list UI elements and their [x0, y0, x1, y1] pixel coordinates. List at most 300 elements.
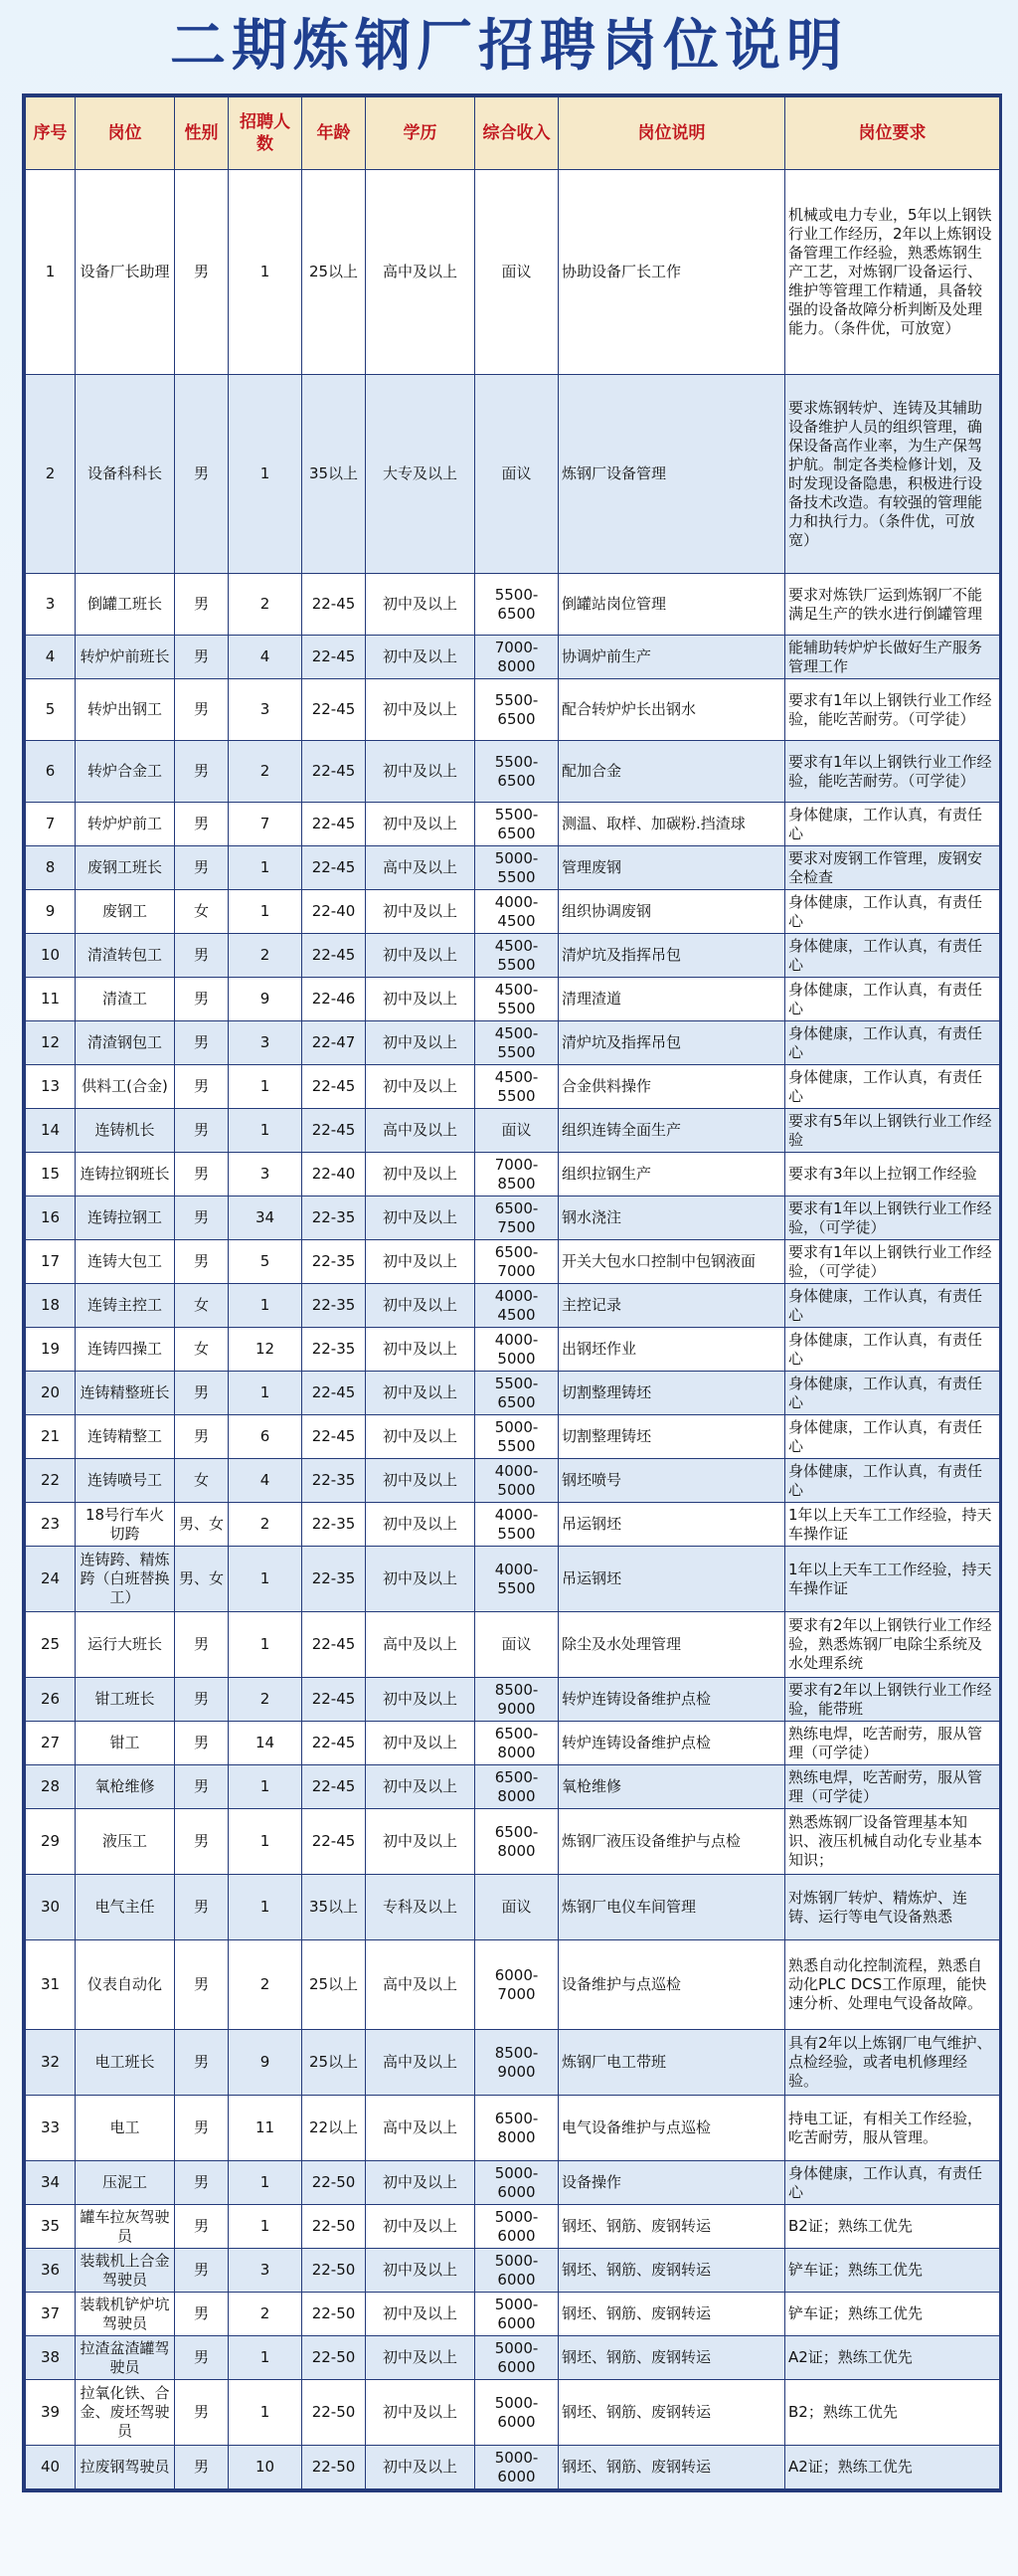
cell-age: 22-45 — [302, 934, 366, 978]
cell-age: 22-50 — [302, 2161, 366, 2205]
cell-gender: 女 — [175, 890, 229, 934]
cell-desc: 开关大包水口控制中包钢液面 — [559, 1240, 785, 1284]
cell-count: 1 — [229, 1612, 302, 1678]
cell-req: 熟练电焊，吃苦耐劳，服从管理（可学徒） — [785, 1722, 1000, 1765]
cell-desc: 钢水浇注 — [559, 1196, 785, 1240]
cell-gender: 男 — [175, 741, 229, 803]
cell-position: 供料工(合金) — [76, 1065, 175, 1109]
cell-education: 初中及以上 — [366, 2336, 475, 2380]
cell-desc: 炼钢厂液压设备维护与点检 — [559, 1809, 785, 1875]
cell-req: 要求炼钢转炉、连铸及其辅助设备维护人员的组织管理，确保设备高作业率，为生产保驾护航。制定各类检修计划，及时发现设备隐患，积极进行设备技术改造。有较强的管理能力和执行力。（条件优，可放宽） — [785, 375, 1000, 574]
cell-gender: 男、女 — [175, 1547, 229, 1612]
cell-no: 19 — [26, 1328, 76, 1372]
cell-count: 1 — [229, 1765, 302, 1809]
cell-req: 熟练电焊，吃苦耐劳，服从管理（可学徒） — [785, 1765, 1000, 1809]
cell-desc: 切割整理铸坯 — [559, 1415, 785, 1459]
cell-income: 5000-6000 — [475, 2293, 559, 2336]
cell-desc: 电气设备维护与点巡检 — [559, 2096, 785, 2161]
cell-age: 22-45 — [302, 1765, 366, 1809]
cell-desc: 钢坯、钢筋、废钢转运 — [559, 2249, 785, 2293]
cell-income: 5000-5500 — [475, 846, 559, 890]
cell-req: 能辅助转炉炉长做好生产服务管理工作 — [785, 636, 1000, 679]
cell-desc: 倒罐站岗位管理 — [559, 574, 785, 636]
cell-position: 电气主任 — [76, 1875, 175, 1940]
cell-position: 装载机上合金驾驶员 — [76, 2249, 175, 2293]
cell-count: 2 — [229, 1940, 302, 2030]
cell-req: A2证；熟练工优先 — [785, 2446, 1000, 2489]
cell-education: 专科及以上 — [366, 1875, 475, 1940]
cell-no: 29 — [26, 1809, 76, 1875]
cell-position: 连铸大包工 — [76, 1240, 175, 1284]
table-row — [26, 2293, 1000, 2336]
table-row — [26, 574, 1000, 636]
cell-req: 要求对废钢工作管理，废钢安全检查 — [785, 846, 1000, 890]
cell-no: 17 — [26, 1240, 76, 1284]
cell-gender: 男 — [175, 2336, 229, 2380]
cell-position: 连铸主控工 — [76, 1284, 175, 1328]
cell-education: 初中及以上 — [366, 1153, 475, 1196]
table-row — [26, 1372, 1000, 1415]
cell-desc: 主控记录 — [559, 1284, 785, 1328]
cell-desc: 设备操作 — [559, 2161, 785, 2205]
cell-education: 初中及以上 — [366, 2446, 475, 2489]
cell-income: 5000-6000 — [475, 2249, 559, 2293]
cell-desc: 除尘及水处理管理 — [559, 1612, 785, 1678]
cell-gender: 男 — [175, 1765, 229, 1809]
cell-no: 20 — [26, 1372, 76, 1415]
cell-income: 5000-5500 — [475, 1415, 559, 1459]
cell-position: 电工 — [76, 2096, 175, 2161]
cell-no: 14 — [26, 1109, 76, 1153]
cell-education: 大专及以上 — [366, 375, 475, 574]
cell-no: 18 — [26, 1284, 76, 1328]
cell-income: 5500-6500 — [475, 1372, 559, 1415]
cell-req: B2；熟练工优先 — [785, 2380, 1000, 2446]
cell-position: 拉氧化铁、合金、废坯驾驶员 — [76, 2380, 175, 2446]
cell-position: 钳工班长 — [76, 1678, 175, 1722]
table-row — [26, 846, 1000, 890]
cell-income: 面议 — [475, 1875, 559, 1940]
cell-education: 初中及以上 — [366, 934, 475, 978]
cell-no: 12 — [26, 1021, 76, 1065]
cell-income: 6500-7000 — [475, 1240, 559, 1284]
cell-position: 转炉炉前班长 — [76, 636, 175, 679]
cell-age: 22-45 — [302, 1109, 366, 1153]
cell-income: 4000-5000 — [475, 1459, 559, 1503]
cell-no: 23 — [26, 1503, 76, 1547]
table-row — [26, 1153, 1000, 1196]
cell-desc: 合金供料操作 — [559, 1065, 785, 1109]
cell-position: 连铸喷号工 — [76, 1459, 175, 1503]
cell-req: 要求有1年以上钢铁行业工作经验，（可学徒） — [785, 1240, 1000, 1284]
cell-education: 初中及以上 — [366, 2293, 475, 2336]
cell-position: 连铸拉钢工 — [76, 1196, 175, 1240]
cell-desc: 钢坯喷号 — [559, 1459, 785, 1503]
cell-education: 初中及以上 — [366, 1765, 475, 1809]
cell-no: 6 — [26, 741, 76, 803]
cell-age: 22-35 — [302, 1459, 366, 1503]
cell-age: 22-35 — [302, 1547, 366, 1612]
cell-education: 初中及以上 — [366, 2161, 475, 2205]
cell-desc: 炼钢厂设备管理 — [559, 375, 785, 574]
page-title: 二期炼钢厂招聘岗位说明 — [170, 14, 848, 79]
cell-no: 40 — [26, 2446, 76, 2489]
cell-education: 初中及以上 — [366, 1240, 475, 1284]
cell-gender: 男 — [175, 934, 229, 978]
cell-no: 34 — [26, 2161, 76, 2205]
header-no: 序号 — [26, 97, 76, 170]
cell-count: 1 — [229, 1809, 302, 1875]
cell-education: 初中及以上 — [366, 1503, 475, 1547]
table-row — [26, 2336, 1000, 2380]
cell-position: 拉渣盆渣罐驾驶员 — [76, 2336, 175, 2380]
cell-count: 1 — [229, 170, 302, 375]
cell-education: 高中及以上 — [366, 1612, 475, 1678]
cell-position: 运行大班长 — [76, 1612, 175, 1678]
cell-req: 持电工证，有相关工作经验，吃苦耐劳，服从管理。 — [785, 2096, 1000, 2161]
cell-position: 拉废钢驾驶员 — [76, 2446, 175, 2489]
table-row — [26, 978, 1000, 1021]
cell-income: 5500-6500 — [475, 574, 559, 636]
cell-gender: 男 — [175, 1940, 229, 2030]
table-row — [26, 1196, 1000, 1240]
cell-count: 9 — [229, 978, 302, 1021]
table-row — [26, 1109, 1000, 1153]
cell-gender: 男 — [175, 2249, 229, 2293]
cell-no: 24 — [26, 1547, 76, 1612]
cell-req: 要求对炼铁厂运到炼钢厂不能满足生产的铁水进行倒罐管理 — [785, 574, 1000, 636]
cell-no: 36 — [26, 2249, 76, 2293]
cell-income: 4500-5500 — [475, 978, 559, 1021]
cell-education: 初中及以上 — [366, 1459, 475, 1503]
cell-gender: 男、女 — [175, 1503, 229, 1547]
cell-education: 初中及以上 — [366, 1547, 475, 1612]
cell-gender: 男 — [175, 574, 229, 636]
cell-age: 22-45 — [302, 1065, 366, 1109]
cell-income: 4000-5000 — [475, 1328, 559, 1372]
cell-education: 初中及以上 — [366, 2380, 475, 2446]
cell-count: 7 — [229, 803, 302, 846]
table-row — [26, 1065, 1000, 1109]
cell-position: 清渣转包工 — [76, 934, 175, 978]
cell-income: 4000-4500 — [475, 1284, 559, 1328]
cell-income: 面议 — [475, 375, 559, 574]
cell-req: A2证；熟练工优先 — [785, 2336, 1000, 2380]
cell-gender: 男 — [175, 170, 229, 375]
cell-income: 5500-6500 — [475, 741, 559, 803]
cell-count: 34 — [229, 1196, 302, 1240]
cell-no: 32 — [26, 2030, 76, 2096]
table-row — [26, 679, 1000, 741]
cell-education: 初中及以上 — [366, 574, 475, 636]
cell-req: 要求有1年以上钢铁行业工作经验，（可学徒） — [785, 1196, 1000, 1240]
cell-req: 要求有2年以上钢铁行业工作经验，熟悉炼钢厂电除尘系统及水处理系统 — [785, 1612, 1000, 1678]
cell-gender: 男 — [175, 1021, 229, 1065]
table-row — [26, 2205, 1000, 2249]
cell-income: 6500-8000 — [475, 2096, 559, 2161]
cell-req: 身体健康，工作认真，有责任心 — [785, 2161, 1000, 2205]
cell-education: 初中及以上 — [366, 890, 475, 934]
cell-income: 4000-4500 — [475, 890, 559, 934]
table-row — [26, 1284, 1000, 1328]
cell-age: 22-45 — [302, 1372, 366, 1415]
cell-income: 5000-6000 — [475, 2205, 559, 2249]
cell-position: 连铸拉钢班长 — [76, 1153, 175, 1196]
cell-age: 22-50 — [302, 2249, 366, 2293]
cell-position: 转炉炉前工 — [76, 803, 175, 846]
cell-desc: 转炉连铸设备维护点检 — [559, 1722, 785, 1765]
cell-req: 要求有5年以上钢铁行业工作经验 — [785, 1109, 1000, 1153]
cell-count: 1 — [229, 1875, 302, 1940]
cell-count: 14 — [229, 1722, 302, 1765]
table-row — [26, 636, 1000, 679]
cell-income: 面议 — [475, 1612, 559, 1678]
cell-education: 初中及以上 — [366, 636, 475, 679]
cell-gender: 女 — [175, 1328, 229, 1372]
header-count: 招聘人数 — [229, 97, 302, 170]
cell-education: 初中及以上 — [366, 1415, 475, 1459]
cell-income: 5000-6000 — [475, 2161, 559, 2205]
cell-position: 装载机铲炉坑驾驶员 — [76, 2293, 175, 2336]
table-row — [26, 1809, 1000, 1875]
table-row — [26, 1328, 1000, 1372]
table-row — [26, 1415, 1000, 1459]
cell-age: 22-45 — [302, 636, 366, 679]
cell-desc: 转炉连铸设备维护点检 — [559, 1678, 785, 1722]
table-row — [26, 170, 1000, 375]
cell-desc: 组织拉钢生产 — [559, 1153, 785, 1196]
cell-position: 转炉出钢工 — [76, 679, 175, 741]
cell-gender: 男 — [175, 1875, 229, 1940]
cell-count: 1 — [229, 1372, 302, 1415]
cell-count: 2 — [229, 934, 302, 978]
cell-no: 4 — [26, 636, 76, 679]
cell-count: 2 — [229, 574, 302, 636]
cell-education: 初中及以上 — [366, 1722, 475, 1765]
cell-gender: 男 — [175, 2096, 229, 2161]
table-row — [26, 1765, 1000, 1809]
cell-position: 氧枪维修 — [76, 1765, 175, 1809]
cell-desc: 氧枪维修 — [559, 1765, 785, 1809]
cell-gender: 男 — [175, 803, 229, 846]
cell-no: 7 — [26, 803, 76, 846]
cell-gender: 男 — [175, 679, 229, 741]
cell-age: 35以上 — [302, 1875, 366, 1940]
cell-income: 5000-6000 — [475, 2446, 559, 2489]
cell-no: 27 — [26, 1722, 76, 1765]
table-row — [26, 803, 1000, 846]
cell-income: 6000-7000 — [475, 1940, 559, 2030]
cell-count: 3 — [229, 2249, 302, 2293]
cell-desc: 钢坯、钢筋、废钢转运 — [559, 2205, 785, 2249]
cell-no: 28 — [26, 1765, 76, 1809]
cell-no: 39 — [26, 2380, 76, 2446]
cell-position: 连铸精整班长 — [76, 1372, 175, 1415]
header-gender: 性别 — [175, 97, 229, 170]
cell-income: 面议 — [475, 1109, 559, 1153]
cell-count: 5 — [229, 1240, 302, 1284]
cell-position: 倒罐工班长 — [76, 574, 175, 636]
cell-income: 6500-7500 — [475, 1196, 559, 1240]
cell-req: 身体健康，工作认真，有责任心 — [785, 1459, 1000, 1503]
cell-income: 4500-5500 — [475, 1065, 559, 1109]
cell-position: 钳工 — [76, 1722, 175, 1765]
cell-age: 22-50 — [302, 2205, 366, 2249]
cell-no: 31 — [26, 1940, 76, 2030]
cell-education: 初中及以上 — [366, 1809, 475, 1875]
cell-no: 30 — [26, 1875, 76, 1940]
cell-req: 身体健康，工作认真，有责任心 — [785, 1021, 1000, 1065]
cell-desc: 清理渣道 — [559, 978, 785, 1021]
cell-count: 2 — [229, 1503, 302, 1547]
cell-education: 初中及以上 — [366, 1372, 475, 1415]
cell-income: 6500-8000 — [475, 1722, 559, 1765]
cell-age: 22-45 — [302, 1722, 366, 1765]
cell-gender: 男 — [175, 2030, 229, 2096]
cell-req: 身体健康，工作认真，有责任心 — [785, 1065, 1000, 1109]
cell-req: 身体健康，工作认真，有责任心 — [785, 1328, 1000, 1372]
cell-desc: 钢坯、钢筋、废钢转运 — [559, 2380, 785, 2446]
cell-no: 3 — [26, 574, 76, 636]
cell-income: 7000-8000 — [475, 636, 559, 679]
table-row — [26, 1940, 1000, 2030]
recruitment-table — [25, 96, 1000, 2489]
cell-desc: 配合转炉炉长出钢水 — [559, 679, 785, 741]
cell-count: 1 — [229, 2161, 302, 2205]
cell-education: 初中及以上 — [366, 2249, 475, 2293]
table-row — [26, 2249, 1000, 2293]
cell-count: 1 — [229, 1284, 302, 1328]
cell-req: 身体健康，工作认真，有责任心 — [785, 803, 1000, 846]
cell-no: 25 — [26, 1612, 76, 1678]
cell-count: 4 — [229, 636, 302, 679]
cell-no: 15 — [26, 1153, 76, 1196]
cell-age: 22-45 — [302, 1678, 366, 1722]
cell-position: 连铸机长 — [76, 1109, 175, 1153]
cell-income: 5500-6500 — [475, 679, 559, 741]
cell-req: 铲车证；熟练工优先 — [785, 2249, 1000, 2293]
cell-age: 22以上 — [302, 2096, 366, 2161]
cell-position: 连铸精整工 — [76, 1415, 175, 1459]
table-row — [26, 2446, 1000, 2489]
cell-age: 25以上 — [302, 2030, 366, 2096]
cell-req: B2证；熟练工优先 — [785, 2205, 1000, 2249]
cell-education: 初中及以上 — [366, 679, 475, 741]
cell-position: 清渣工 — [76, 978, 175, 1021]
cell-count: 6 — [229, 1415, 302, 1459]
cell-desc: 切割整理铸坯 — [559, 1372, 785, 1415]
cell-gender: 男 — [175, 1722, 229, 1765]
table-row — [26, 1503, 1000, 1547]
cell-position: 转炉合金工 — [76, 741, 175, 803]
cell-count: 1 — [229, 2336, 302, 2380]
cell-no: 21 — [26, 1415, 76, 1459]
cell-gender: 男 — [175, 2446, 229, 2489]
table-row — [26, 1678, 1000, 1722]
cell-age: 22-35 — [302, 1328, 366, 1372]
recruitment-table-wrap — [22, 93, 1002, 2492]
cell-education: 高中及以上 — [366, 1109, 475, 1153]
cell-income: 4000-5500 — [475, 1547, 559, 1612]
cell-no: 22 — [26, 1459, 76, 1503]
cell-count: 2 — [229, 1678, 302, 1722]
cell-education: 初中及以上 — [366, 1196, 475, 1240]
cell-age: 22-50 — [302, 2446, 366, 2489]
table-row — [26, 2380, 1000, 2446]
cell-education: 高中及以上 — [366, 170, 475, 375]
cell-desc: 组织协调废钢 — [559, 890, 785, 934]
cell-desc: 吊运钢坯 — [559, 1503, 785, 1547]
cell-income: 5000-6000 — [475, 2380, 559, 2446]
cell-desc: 出钢坯作业 — [559, 1328, 785, 1372]
table-row — [26, 1021, 1000, 1065]
cell-age: 22-45 — [302, 1809, 366, 1875]
cell-count: 1 — [229, 1065, 302, 1109]
cell-desc: 吊运钢坯 — [559, 1547, 785, 1612]
cell-count: 3 — [229, 679, 302, 741]
cell-gender: 男 — [175, 375, 229, 574]
cell-gender: 男 — [175, 636, 229, 679]
cell-age: 22-50 — [302, 2293, 366, 2336]
cell-gender: 男 — [175, 2161, 229, 2205]
cell-income: 4000-5500 — [475, 1503, 559, 1547]
cell-age: 35以上 — [302, 375, 366, 574]
table-row — [26, 1459, 1000, 1503]
cell-req: 铲车证；熟练工优先 — [785, 2293, 1000, 2336]
cell-count: 3 — [229, 1021, 302, 1065]
cell-position: 仪表自动化 — [76, 1940, 175, 2030]
table-row — [26, 1240, 1000, 1284]
cell-req: 要求有2年以上钢铁行业工作经验，能带班 — [785, 1678, 1000, 1722]
cell-age: 22-50 — [302, 2380, 366, 2446]
cell-education: 初中及以上 — [366, 978, 475, 1021]
cell-income: 5000-6000 — [475, 2336, 559, 2380]
cell-gender: 男 — [175, 846, 229, 890]
table-row — [26, 1722, 1000, 1765]
cell-no: 35 — [26, 2205, 76, 2249]
cell-gender: 男 — [175, 1240, 229, 1284]
table-row — [26, 2030, 1000, 2096]
cell-gender: 男 — [175, 1153, 229, 1196]
cell-no: 8 — [26, 846, 76, 890]
cell-age: 22-45 — [302, 1612, 366, 1678]
cell-desc: 设备维护与点巡检 — [559, 1940, 785, 2030]
cell-age: 22-46 — [302, 978, 366, 1021]
cell-position: 设备科科长 — [76, 375, 175, 574]
cell-req: 身体健康，工作认真，有责任心 — [785, 934, 1000, 978]
cell-gender: 女 — [175, 1459, 229, 1503]
cell-req: 熟悉自动化控制流程，熟悉自动化PLC DCS工作原理，能快速分析、处理电气设备故障。 — [785, 1940, 1000, 2030]
cell-age: 22-35 — [302, 1503, 366, 1547]
cell-req: 1年以上天车工工作经验，持天车操作证 — [785, 1547, 1000, 1612]
cell-desc: 炼钢厂电工带班 — [559, 2030, 785, 2096]
cell-gender: 男 — [175, 1065, 229, 1109]
cell-count: 1 — [229, 375, 302, 574]
cell-position: 连铸跨、精炼跨（白班替换工） — [76, 1547, 175, 1612]
cell-age: 22-45 — [302, 574, 366, 636]
cell-age: 25以上 — [302, 170, 366, 375]
cell-income: 8500-9000 — [475, 2030, 559, 2096]
cell-gender: 男 — [175, 1372, 229, 1415]
cell-req: 1年以上天车工工作经验，持天车操作证 — [785, 1503, 1000, 1547]
cell-req: 身体健康，工作认真，有责任心 — [785, 1415, 1000, 1459]
cell-req: 要求有1年以上钢铁行业工作经验，能吃苦耐劳。（可学徒） — [785, 679, 1000, 741]
cell-no: 13 — [26, 1065, 76, 1109]
cell-req: 机械或电力专业，5年以上钢铁行业工作经历，2年以上炼钢设备管理工作经验，熟悉炼钢生产工艺，对炼钢厂设备运行、维护等管理工作精通，具备较强的设备故障分析判断及处理能力。（条件优，可放宽） — [785, 170, 1000, 375]
cell-desc: 协调炉前生产 — [559, 636, 785, 679]
table-row — [26, 741, 1000, 803]
cell-desc: 配加合金 — [559, 741, 785, 803]
